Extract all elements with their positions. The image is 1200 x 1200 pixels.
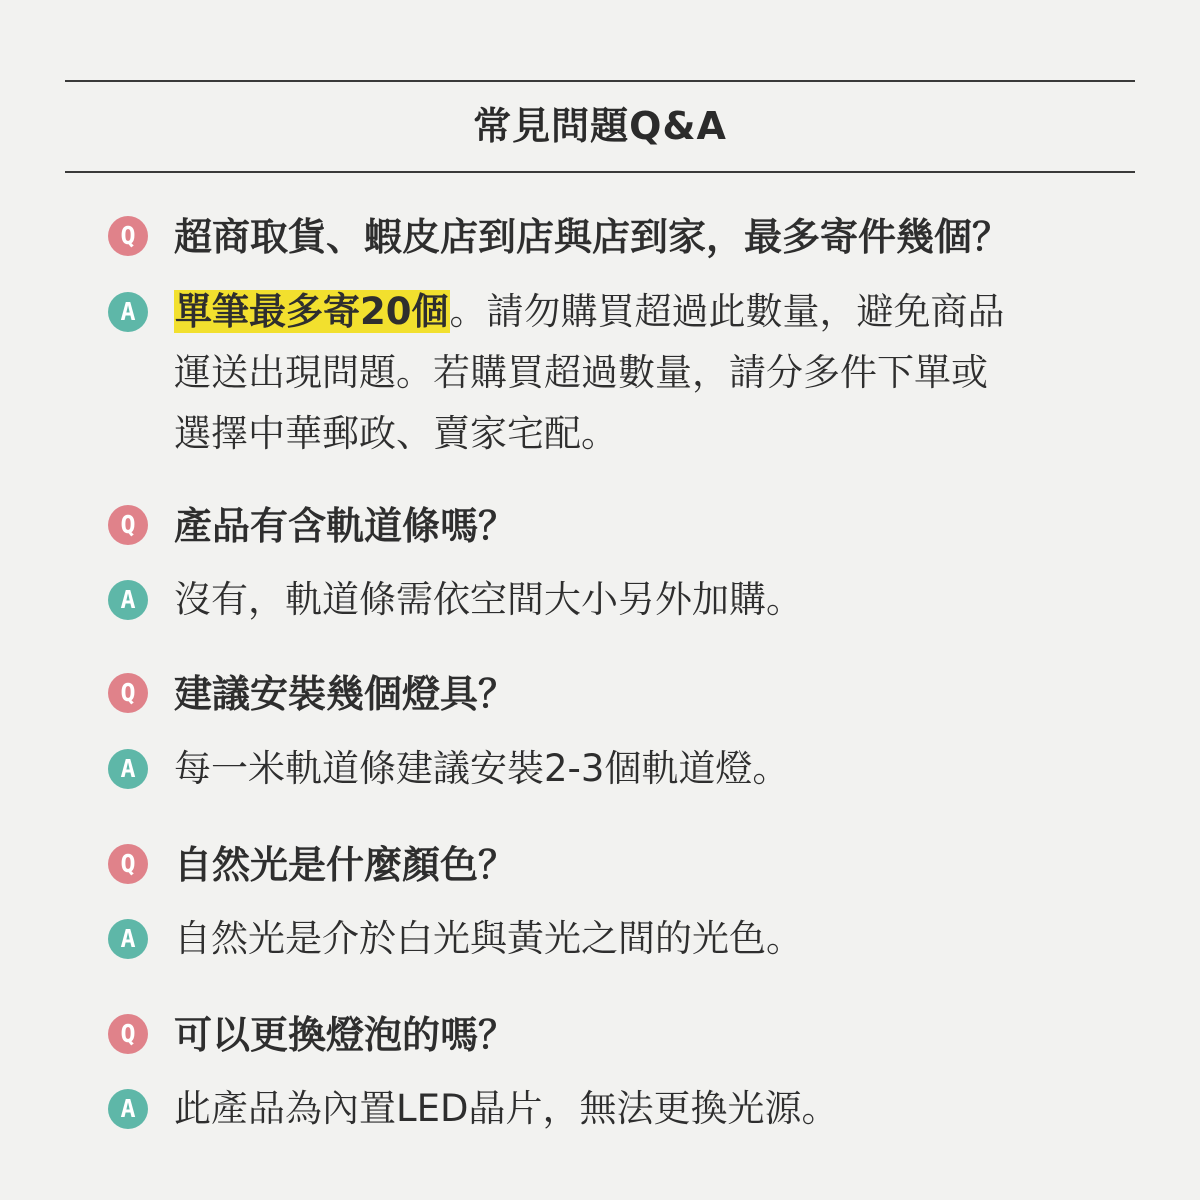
answer-text <box>174 281 1108 464</box>
answer-row <box>108 738 1108 799</box>
question-text: 可以更換燈泡的嗎？ <box>174 1013 517 1057</box>
question-badge-icon: Q <box>108 1014 148 1054</box>
question-text: 建議安裝幾個燈具？ <box>174 672 517 716</box>
answer-row <box>108 281 1108 464</box>
faq-item <box>108 835 1108 895</box>
answer-badge-icon: A <box>108 292 148 332</box>
answer-text: 沒有，軌道條需依空間大小另外加購。 <box>174 578 803 621</box>
answer-text: 此產品為內置LED晶片，無法更換光源。 <box>174 1087 839 1130</box>
answer-line-text: 。請勿購買超過此數量，避免商品 <box>449 290 1005 333</box>
question-row <box>108 207 1108 267</box>
answer-text: 每一米軌道條建議安裝2-3個軌道燈。 <box>174 747 790 790</box>
question-badge-icon: Q <box>108 505 148 545</box>
answer-badge-icon: A <box>108 749 148 789</box>
bottom-divider <box>65 171 1135 173</box>
question-text: 超商取貨、蝦皮店到店與店到家，最多寄件幾個？ <box>174 215 1011 259</box>
answer-line: 選擇中華郵政、賣家宅配。 <box>174 412 618 455</box>
answer-row <box>108 908 1108 969</box>
answer-row <box>108 569 1108 630</box>
question-text: 產品有含軌道條嗎？ <box>174 504 517 548</box>
answer-highlight: 單筆最多寄20個 <box>175 290 449 333</box>
answer-badge-icon: A <box>108 919 148 959</box>
question-row <box>108 1005 1108 1065</box>
faq-answer <box>108 738 1108 799</box>
faq-item <box>108 664 1108 724</box>
faq-answer <box>108 281 1108 464</box>
faq-answer <box>108 908 1108 969</box>
faq-answer <box>108 569 1108 630</box>
page-title: 常見問題Q&A <box>473 104 727 148</box>
faq-item <box>108 496 1108 556</box>
answer-text: 自然光是介於白光與黃光之間的光色。 <box>174 917 803 960</box>
question-row <box>108 664 1108 724</box>
question-badge-icon: Q <box>108 216 148 256</box>
faq-item <box>108 1005 1108 1065</box>
question-badge-icon: Q <box>108 844 148 884</box>
question-row <box>108 496 1108 556</box>
question-row <box>108 835 1108 895</box>
answer-line <box>174 281 1108 342</box>
faq-answer <box>108 1078 1108 1139</box>
faq-item <box>108 207 1108 267</box>
question-text: 自然光是什麼顏色？ <box>174 843 517 887</box>
answer-badge-icon: A <box>108 1089 148 1129</box>
answer-badge-icon: A <box>108 580 148 620</box>
answer-row <box>108 1078 1108 1139</box>
question-badge-icon: Q <box>108 673 148 713</box>
answer-line: 運送出現問題。若購買超過數量，請分多件下單或 <box>174 351 988 394</box>
